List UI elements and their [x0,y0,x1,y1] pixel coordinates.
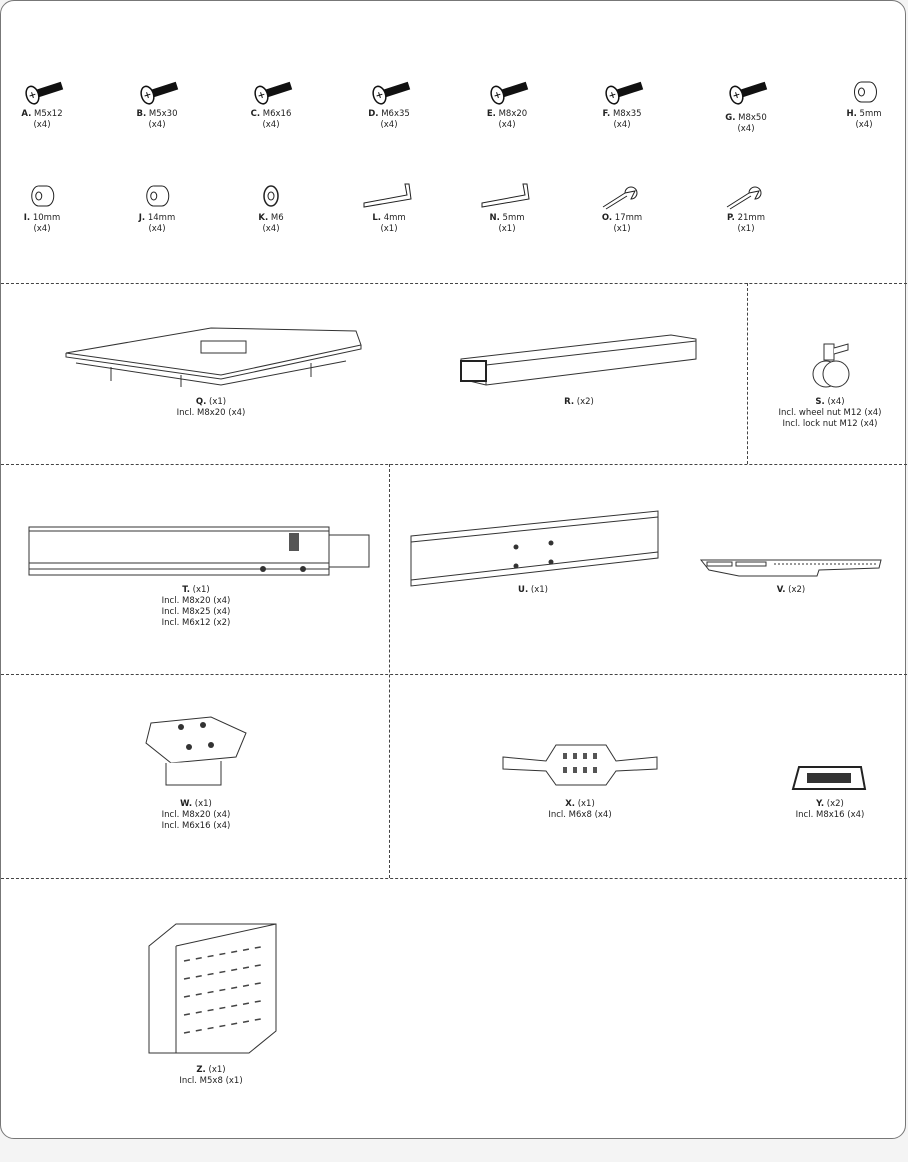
foot-bracket-illustration [141,713,251,793]
hardware-item [132,77,182,131]
part-label-q: Q. (x1) Incl. M8x20 (x4) [176,397,246,418]
hardware-item [482,77,532,131]
control-box-illustration [146,921,281,1056]
part-label-u: U. (x1) [518,585,548,595]
hardware-label: O. 17mm (x1) [601,213,643,234]
hardware-label: C. M6x16 (x4) [250,109,292,130]
end-cap-illustration [789,759,869,794]
divider [1,283,907,284]
caster-wheel-illustration [806,336,856,391]
screw-icon [17,77,67,107]
part-label-z: Z. (x1) Incl. M5x8 (x1) [179,1065,243,1086]
screw-icon [246,77,296,107]
hardware-item [359,181,419,235]
hardware-item [846,77,881,131]
spacer-icon [139,181,176,211]
hardware-label: K. M6 (x4) [258,213,284,234]
hardware-item [597,181,647,235]
hex-key-icon [477,181,537,211]
hardware-label: L. 4mm (x1) [372,213,406,234]
hardware-label: I. 10mm (x4) [23,213,61,234]
hardware-item [721,181,771,235]
part-label-s: S. (x4) Incl. wheel nut M12 (x4) Incl. lock nut M12 (x4) [778,397,882,429]
divider [1,878,907,879]
divider [747,283,748,464]
screw-icon [132,77,182,107]
hardware-label: H. 5mm (x4) [846,109,882,130]
washer-icon [256,181,286,211]
hardware-item [139,181,176,235]
part-label-y: Y. (x2) Incl. M8x16 (x4) [795,799,865,820]
mounting-plate-illustration [406,506,666,591]
part-label-t: T. (x1) Incl. M8x20 (x4) Incl. M8x25 (x4) Incl. M6x12 (x2) [161,585,231,628]
connector-plate-illustration [501,743,661,788]
wrench-icon [597,181,647,211]
hardware-item [364,77,414,131]
hardware-label: A. M5x12 (x4) [21,109,63,130]
side-bracket-illustration [699,556,884,581]
crossbar-illustration [456,331,701,391]
divider [1,464,907,465]
hardware-item [477,181,537,235]
divider [389,464,390,878]
wrench-icon [721,181,771,211]
hardware-label: N. 5mm (x1) [489,213,525,234]
part-label-w: W. (x1) Incl. M8x20 (x4) Incl. M6x16 (x4) [161,799,231,831]
hardware-item [597,77,647,131]
leg-column-illustration [23,521,373,581]
part-label-x: X. (x1) Incl. M6x8 (x4) [548,799,612,820]
part-label-r: R. (x2) [564,397,594,407]
screw-icon [482,77,532,107]
screw-icon [364,77,414,107]
hex-key-icon [359,181,419,211]
divider [1,674,907,675]
screw-icon [721,77,771,107]
hardware-item [246,77,296,131]
screw-icon [597,77,647,107]
hardware-label: B. M5x30 (x4) [136,109,178,130]
hardware-label: F. M8x35 (x4) [602,109,642,130]
hardware-item [256,181,286,235]
spacer-icon [846,77,881,107]
hardware-item [17,77,67,131]
part-label-v: V. (x2) [776,585,806,595]
hardware-item [24,181,61,235]
spacer-icon [24,181,61,211]
hardware-label: P. 21mm (x1) [727,213,765,234]
hardware-label: G. M8x50 (x4) [725,113,767,134]
hardware-label: E. M8x20 (x4) [486,109,528,130]
desktop-plate-illustration [61,323,366,393]
hardware-item [721,77,771,135]
hardware-label: J. 14mm (x4) [138,213,176,234]
hardware-label: D. M6x35 (x4) [368,109,410,130]
